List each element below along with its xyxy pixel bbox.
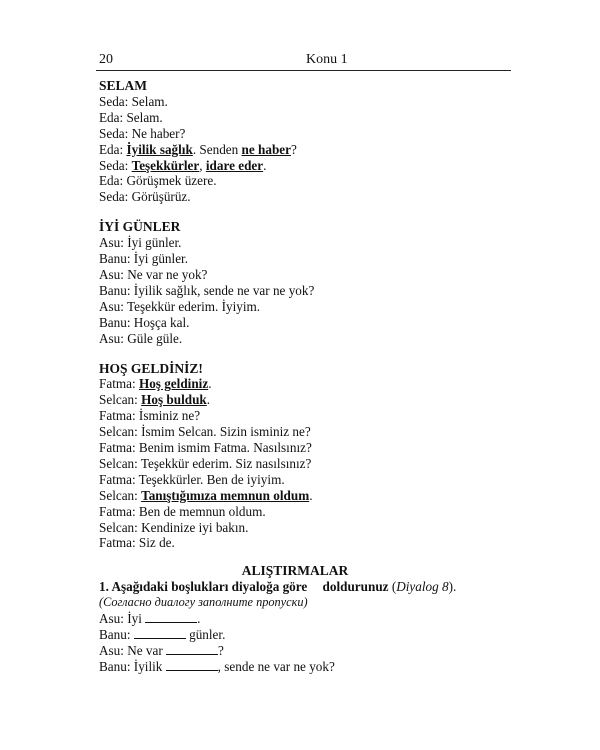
fill-in-blank: [166, 643, 218, 655]
dialogue-line: [99, 158, 519, 174]
exercises-title: ALIŞTIRMALAR: [241, 563, 349, 579]
line-text: Fatma: İsminiz ne?: [99, 408, 201, 424]
line-text: Seda: Görüşürüz.: [99, 189, 191, 205]
dialogue-line: [99, 283, 519, 299]
line-text: Selcan: Teşekkür ederim. Siz nasılsınız?: [99, 455, 312, 471]
exercise-line: [99, 643, 519, 659]
line-text: Fatma:: [99, 376, 139, 392]
dialogue-line: [99, 408, 519, 424]
line-text: Selcan: Kendinize iyi bakın.: [99, 519, 249, 535]
dialogue-line: [99, 488, 519, 504]
dialogue-title: İYİ GÜNLER: [99, 219, 181, 235]
dialogue-line: [99, 331, 519, 347]
line-text: ,: [199, 157, 206, 173]
dialogue-line: [99, 110, 519, 126]
dialogue-line: [99, 376, 519, 392]
dialogue-line: [99, 235, 519, 251]
exercise-reference: Diyalog 8: [396, 579, 449, 595]
line-text: Banu:: [99, 627, 134, 642]
line-text: Eda: Görüşmek üzere.: [99, 173, 217, 189]
exercise-line: [99, 627, 519, 643]
line-text: Selcan:: [99, 487, 142, 503]
line-text: Fatma: Benim ismim Fatma. Nasılsınız?: [99, 440, 312, 456]
line-text: .: [263, 157, 267, 173]
line-text: Seda:: [99, 157, 132, 173]
dialogue-line: [99, 126, 519, 142]
line-text: Seda: Ne haber?: [99, 125, 186, 141]
dialogue-line: [99, 440, 519, 456]
dialogue-line: [99, 504, 519, 520]
line-text: Banu: İyilik: [99, 658, 166, 674]
exercise-1-instruction: [99, 579, 519, 595]
exercise-number: 1.: [99, 579, 109, 595]
dialogue-line: [99, 173, 519, 189]
dialogue-section: [99, 361, 519, 552]
page-number: 20: [99, 52, 113, 67]
line-text: günler.: [185, 627, 226, 642]
line-text: ?: [290, 141, 297, 157]
highlighted-phrase: Tanıştığımıza memnun oldum: [141, 487, 310, 503]
page-content: [99, 78, 519, 675]
dialogue-line: [99, 189, 519, 205]
line-text: ?: [218, 642, 224, 658]
highlighted-phrase: Hoş geldiniz: [138, 376, 209, 392]
highlighted-phrase: Hoş bulduk: [141, 392, 207, 408]
line-text: Asu: Ne var: [99, 642, 167, 658]
dialogue-line: [99, 251, 519, 267]
dialogues: [99, 78, 519, 551]
line-text: Fatma: Siz de.: [99, 535, 175, 551]
dialogue-title: SELAM: [99, 78, 148, 93]
line-text: Banu: İyilik sağlık, sende ne var ne yok?: [99, 282, 315, 298]
line-text: Asu: Teşekkür ederim. İyiyim.: [99, 298, 261, 314]
line-text: Banu: İyi günler.: [99, 251, 189, 267]
dialogue-line: [99, 472, 519, 488]
fill-in-blank: [166, 659, 218, 671]
exercise-lines: [99, 611, 519, 675]
highlighted-phrase: ne haber: [241, 141, 291, 157]
exercise-line: [99, 659, 519, 675]
running-title: Konu 1: [306, 52, 348, 67]
line-text: .: [208, 376, 212, 392]
fill-in-blank: [145, 611, 197, 623]
fill-in-blank: [134, 627, 186, 639]
dialogue-line: [99, 267, 519, 283]
line-text: Asu: Ne var ne yok?: [99, 266, 208, 282]
line-text: Selcan: İsmim Selcan. Sizin isminiz ne?: [99, 424, 311, 440]
line-text: . Senden: [192, 141, 242, 157]
line-text: Asu: İyi günler.: [99, 235, 182, 251]
dialogue-title: HOŞ GELDİNİZ!: [99, 360, 203, 376]
exercises-section: [99, 563, 519, 674]
exercise-translation: (Согласно диалогу заполните пропуски): [99, 595, 308, 610]
page-header: [96, 50, 511, 71]
highlighted-phrase: İyilik sağlık: [126, 141, 193, 157]
line-text: Eda: Selam.: [99, 109, 163, 125]
ref-close: ).: [448, 579, 457, 595]
line-text: .: [309, 487, 313, 503]
line-text: Seda: Selam.: [99, 93, 168, 109]
line-text: Fatma: Teşekkürler. Ben de iyiyim.: [99, 471, 285, 487]
exercise-line: [99, 611, 519, 627]
dialogue-line: [99, 142, 519, 158]
dialogue-line: [99, 392, 519, 408]
dialogue-line: [99, 424, 519, 440]
line-text: Selcan:: [99, 392, 142, 408]
highlighted-phrase: Teşekkürler: [131, 157, 200, 173]
exercise-text: Aşağıdaki boşlukları diyaloğa göre: [111, 579, 308, 595]
highlighted-phrase: idare eder: [205, 157, 264, 173]
line-text: Eda:: [99, 141, 127, 157]
line-text: Fatma: Ben de memnun oldum.: [99, 503, 266, 519]
dialogue-line: [99, 94, 519, 110]
exercise-text-2: doldurunuz: [322, 579, 389, 595]
dialogue-line: [99, 520, 519, 536]
line-text: Asu: İyi: [99, 611, 146, 627]
line-text: , sende ne var ne yok?: [217, 658, 335, 674]
dialogue-line: [99, 299, 519, 315]
line-text: Banu: Hoşça kal.: [99, 314, 190, 330]
dialogue-line: [99, 315, 519, 331]
line-text: Asu: Güle güle.: [99, 330, 183, 346]
ref-open: (: [391, 579, 397, 595]
line-text: .: [206, 392, 211, 408]
dialogue-section: [99, 219, 519, 346]
line-text: .: [197, 611, 201, 627]
dialogue-line: [99, 456, 519, 472]
dialogue-section: [99, 78, 519, 205]
dialogue-line: [99, 535, 519, 551]
